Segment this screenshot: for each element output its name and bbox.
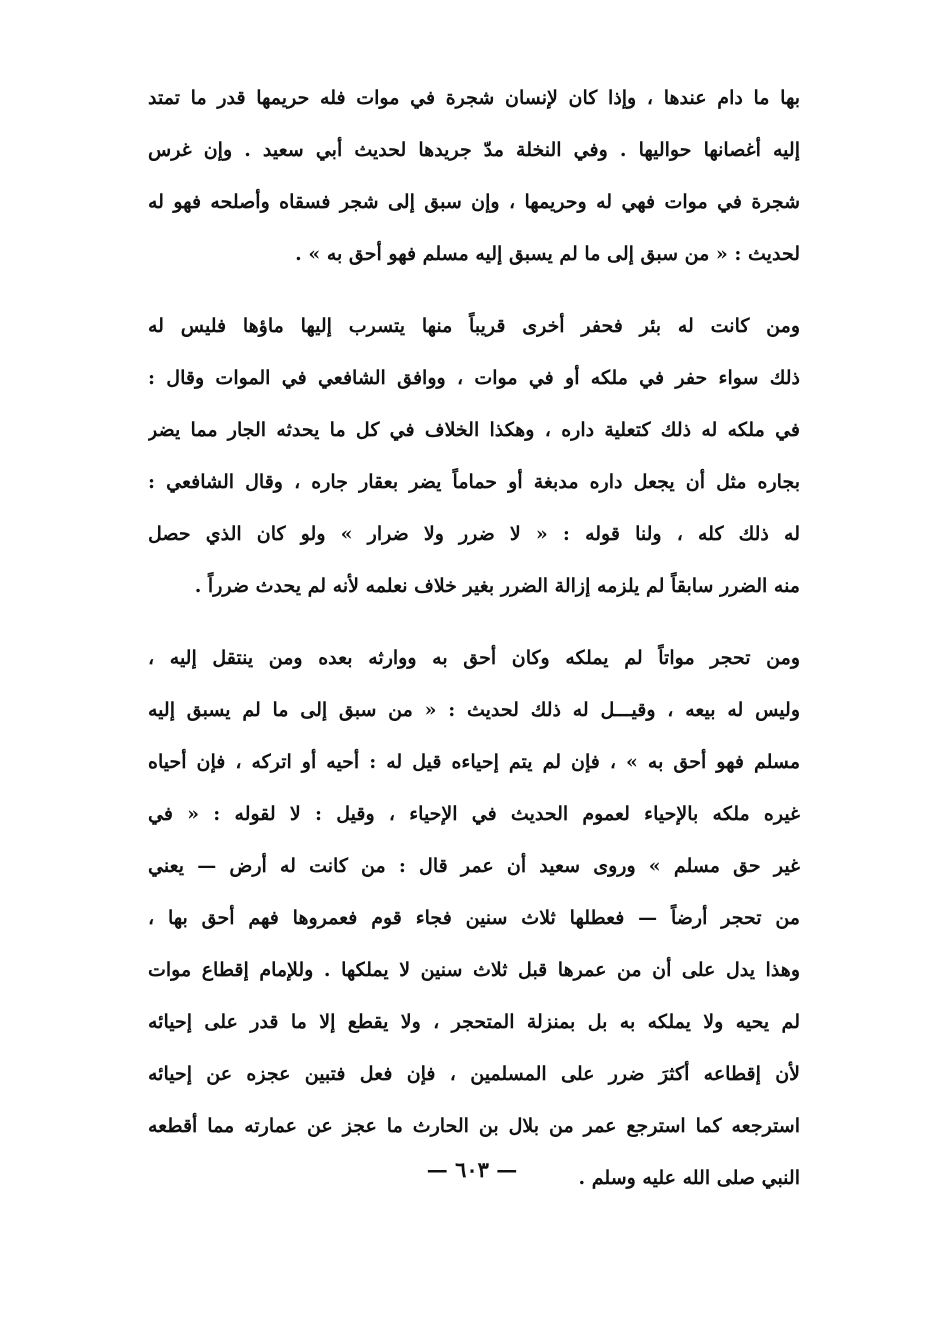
page-number: — ٦٠٣ — [426,1157,518,1182]
text-line: من تحجر أرضاً — فعطلها ثلاث سنين فجاء قوم فعمروها فهم أحق بها ، [148,907,800,929]
body-text [148,72,800,1204]
text-line: استرجعه كما استرجع عمر من بلال بن الحارث ما عجز عن عمارته مما أقطعه [148,1115,800,1137]
paragraph-3 [148,632,800,1204]
text-line: بجاره مثل أن يجعل داره مدبغة أو حماماً يضر بعقار جاره ، وقال الشافعي : [148,471,800,493]
text-line: بها ما دام عندها ، وإذا كان لإنسان شجرة في موات فله حريمها قدر ما تمتد [148,87,800,109]
text-line: لأن إقطاعه أكثرَ ضرر على المسلمين ، فإن فعل فتبين عجزه عن إحيائه [148,1063,800,1085]
text-line: غيره ملكه بالإحياء لعموم الحديث في الإحياء ، وقيل : لا لقوله : « في [148,803,800,825]
text-line: في ملكه له ذلك كتعلية داره ، وهكذا الخلاف في كل ما يحدثه الجار مما يضر [148,419,800,441]
paragraph-2 [148,300,800,612]
text-line: له ذلك كله ، ولنا قوله : « لا ضرر ولا ضرار » ولو كان الذي حصل [148,523,800,545]
paragraph-1 [148,72,800,280]
paragraph-gap [148,280,800,300]
text-line: منه الضرر سابقاً لم يلزمه إزالة الضرر بغير خلاف نعلمه لأنه لم يحدث ضرراً . [194,575,800,597]
text-line: وهذا يدل على أن من عمرها قبل ثلاث سنين لا يملكها . وللإمام إقطاع موات [148,959,800,981]
text-line: لحديث : « من سبق إلى ما لم يسبق إليه مسلم فهو أحق به » . [295,243,800,265]
text-line: النبي صلى الله عليه وسلم . [578,1167,800,1189]
text-line: غير حق مسلم » وروى سعيد أن عمر قال : من كانت له أرض — يعني [148,855,800,877]
text-line: إليه أغصانها حواليها . وفي النخلة مدّ جريدها لحديث أبي سعيد . وإن غرس [148,139,800,161]
paragraph-gap [148,612,800,632]
text-line: شجرة في موات فهي له وحريمها ، وإن سبق إلى شجر فسقاه وأصلحه فهو له [148,191,800,213]
text-line: وليس له بيعه ، وقيـــل له ذلك لحديث : « من سبق إلى ما لم يسبق إليه [148,699,800,721]
text-line: ومن تحجر مواتاً لم يملكه وكان أحق به ووارثه بعده ومن ينتقل إليه ، [148,647,800,669]
text-line: مسلم فهو أحق به » ، فإن لم يتم إحياءه قيل له : أحيه أو اتركه ، فإن أحياه [148,751,800,773]
text-line: ومن كانت له بئر فحفر أخرى قريباً منها يتسرب إليها ماؤها فليس له [148,315,800,337]
text-line: ذلك سواء حفر في ملكه أو في موات ، ووافق الشافعي في الموات وقال : [148,367,800,389]
text-line: لم يحيه ولا يملكه به بل بمنزلة المتحجر ، ولا يقطع إلا ما قدر على إحيائه [148,1011,800,1033]
